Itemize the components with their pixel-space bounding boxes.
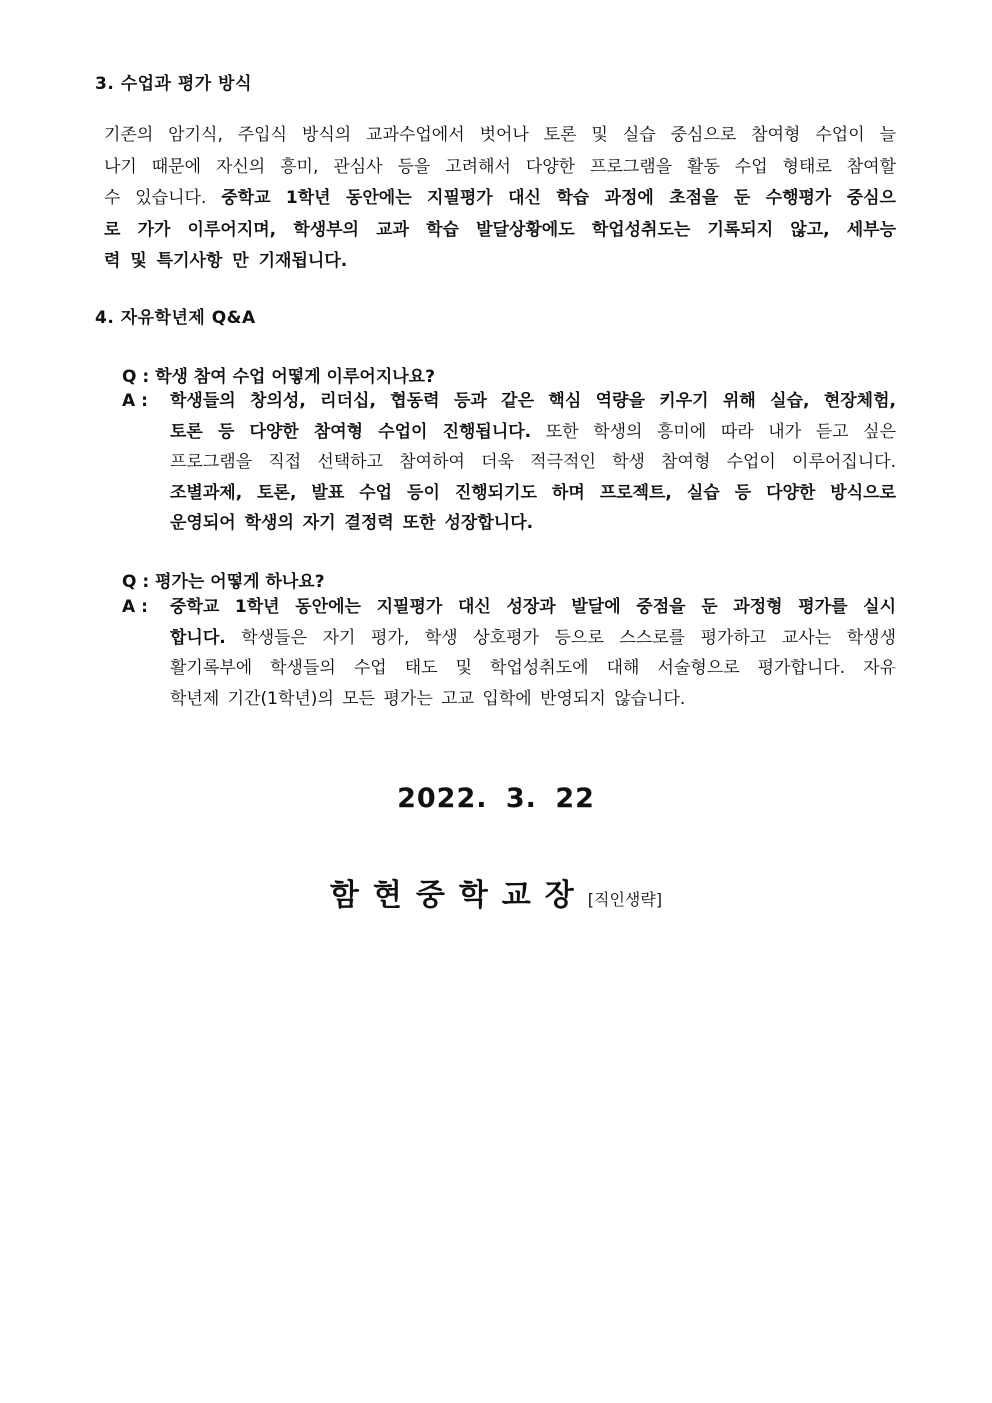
section3-line-5: 력 및 특기사항 만 기재됩니다. (104, 251, 348, 271)
section3-heading: 3. 수업과 평가 방식 (95, 74, 252, 94)
seal-omitted-note: [직인생략] (587, 890, 663, 909)
answer-2-label: A : (122, 597, 148, 617)
section3-line-1: 기존의 암기식, 주입식 방식의 교과수업에서 벗어나 토론 및 실습 중심으로 참여형 수업이 늘 (104, 125, 896, 145)
question-2: Q : 평가는 어떻게 하나요? (122, 572, 325, 592)
answer-2-line-2: 합니다. 학생들은 자기 평가, 학생 상호평가 등으로 스스로를 평가하고 교사는 학생생 (170, 627, 896, 648)
answer-1-line-5: 운영되어 학생의 자기 결정력 또한 성장합니다. (170, 513, 534, 533)
document-date: 2022. 3. 22 (397, 783, 595, 814)
answer-1-line-3: 프로그램을 직접 선택하고 참여하여 더욱 적극적인 학생 참여형 수업이 이루어집니다. (170, 452, 896, 472)
answer-2-line-1: 중학교 1학년 동안에는 지필평가 대신 성장과 발달에 중점을 둔 과정형 평가를 실시 (170, 597, 896, 617)
answer-1-line-4: 조별과제, 토론, 발표 수업 등이 진행되기도 하며 프로젝트, 실습 등 다양한 방식으로 (170, 482, 896, 503)
signer-name: 함현중학교장 (329, 878, 588, 913)
answer-2-line-4: 학년제 기간(1학년)의 모든 평가는 고교 입학에 반영되지 않습니다. (170, 688, 686, 709)
section3-line-3: 수 있습니다. 중학교 1학년 동안에는 지필평가 대신 학습 과정에 초점을 둔 수행평가 중심으 (104, 188, 896, 208)
answer-1-line-1: 학생들의 창의성, 리더십, 협동력 등과 같은 핵심 역량을 키우기 위해 실습, 현장체험, (170, 391, 896, 411)
question-1: Q : 학생 참여 수업 어떻게 이루어지나요? (122, 367, 435, 387)
section4-heading: 4. 자유학년제 Q&A (95, 308, 256, 328)
answer-1-label: A : (122, 391, 148, 411)
answer-1-body (170, 386, 896, 539)
signer-block (0, 870, 992, 914)
section3-body (104, 120, 896, 278)
answer-2-line-3: 활기록부에 학생들의 수업 태도 및 학업성취도에 대해 서술형으로 평가합니다. 자유 (170, 658, 896, 678)
section3-line-2: 나기 때문에 자신의 흥미, 관심사 등을 고려해서 다양한 프로그램을 활동 수업 형태로 참여할 (104, 156, 896, 177)
section3-line-4: 로 가가 이루어지며, 학생부의 교과 학습 발달상황에도 학업성취도는 기록되지 않고, 세부능 (104, 219, 896, 240)
answer-1-line-2: 토론 등 다양한 참여형 수업이 진행됩니다. 또한 학생의 흥미에 따라 내가 듣고 싶은 (170, 421, 896, 442)
answer-2-body (170, 592, 896, 714)
